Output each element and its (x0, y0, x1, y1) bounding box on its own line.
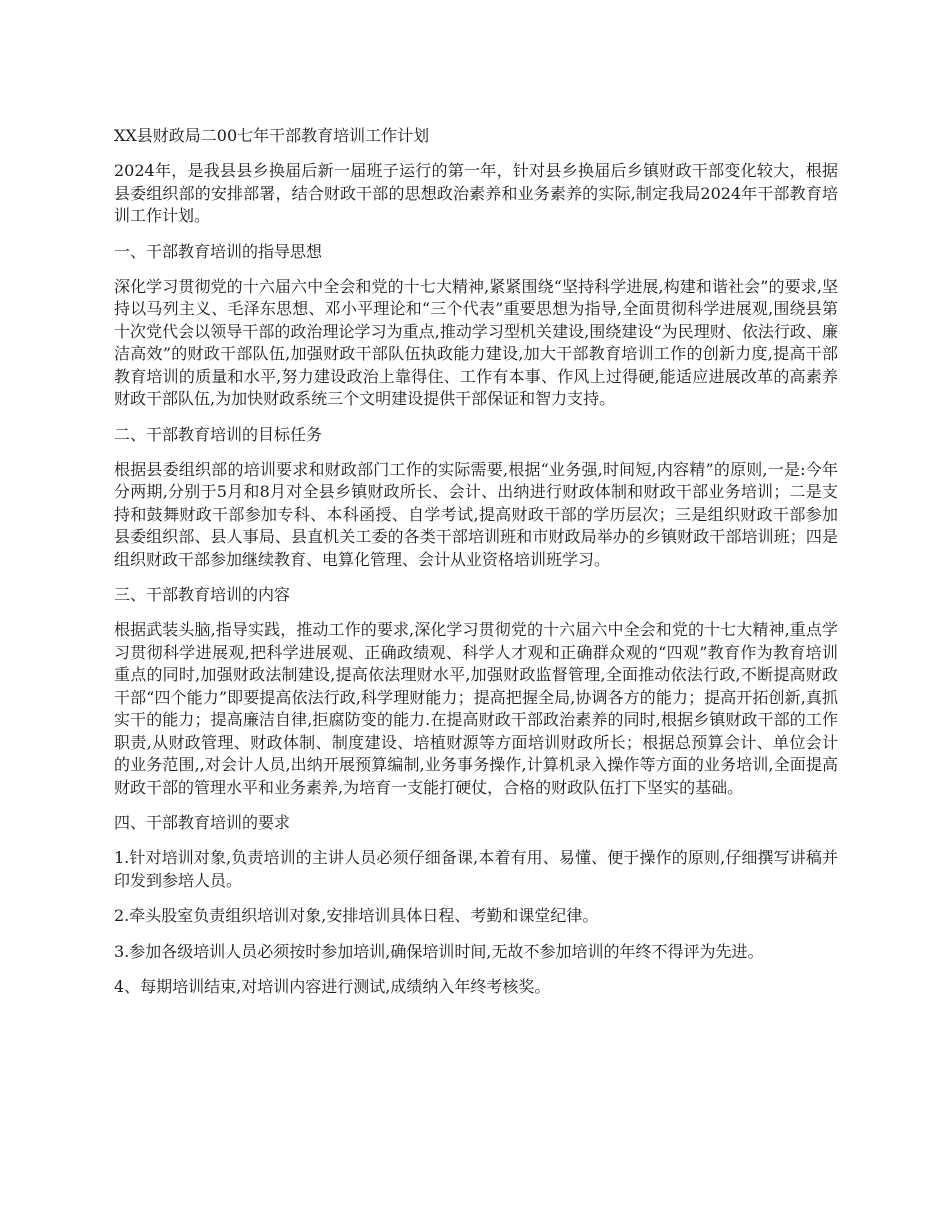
document-page (114, 124, 838, 1012)
requirement-item-1: 1.针对培训对象,负责培训的主讲人员必须仔细备课,本着有用、易懂、便于操作的原则,仔细撰写讲稿并印发到参培人员。 (114, 848, 838, 890)
section-2-heading: 二、干部教育培训的目标任务 (114, 424, 323, 444)
section-1-body: 深化学习贯彻党的十六届六中全会和党的十七大精神,紧紧围绕“坚持科学进展,构建和谐社会”的要求,坚持以马列主义、毛泽东思想、邓小平理论和“三个代表”重要思想为指导,全面贯彻科学进展观,围绕县第十次党代会以领导干部的政治理论学习为重点,推动学习型机关建设,围绕建设“为民理财、依法行政、廉洁高效”的财政干部队伍,加强财政干部队伍执政能力建设,加大干部教育培训工作的创新力度,提高干部教育培训的质量和水平,努力建设政治上靠得住、工作有本事、作风上过得硬,能适应进展改革的高素养财政干部队伍,为加快财政系统三个文明建设提供干部保证和智力支持。 (114, 276, 838, 408)
section-3-body: 根据武装头脑,指导实践，推动工作的要求,深化学习贯彻党的十六届六中全会和党的十七大精神,重点学习贯彻科学进展观,把科学进展观、正确政绩观、科学人才观和正确群众观的“四观”教育作为教育培训重点的同时,加强财政法制建设,提高依法理财水平,加强财政监督管理,全面推动依法行政,不断提高财政干部“四个能力”即要提高依法行政,科学理财能力；提高把握全局,协调各方的能力；提高开拓创新,真抓实干的能力；提高廉洁自律,拒腐防变的能力.在提高财政干部政治素养的同时,根据乡镇财政干部的工作职责,从财政管理、财政体制、制度建设、培植财源等方面培训财政所长；根据总预算会计、单位会计的业务范围,,对会计人员,出纳开展预算编制,业务事务操作,计算机录入操作等方面的业务培训,全面提高财政干部的管理水平和业务素养,为培育一支能打硬仗，合格的财政队伍打下坚实的基础。 (114, 620, 838, 797)
requirement-item-3: 3.参加各级培训人员必须按时参加培训,确保培训时间,无故不参加培训的年终不得评为先进。 (114, 941, 764, 961)
document-title: XX县财政局二00七年干部教育培训工作计划 (114, 126, 430, 145)
section-1-heading: 一、干部教育培训的指导思想 (114, 241, 323, 261)
section-3-heading: 三、干部教育培训的内容 (114, 585, 291, 604)
requirement-item-4: 4、每期培训结束,对培训内容进行测试,成绩纳入年终考核奖。 (114, 977, 551, 996)
section-4-heading: 四、干部教育培训的要求 (114, 813, 291, 832)
section-2-body: 根据县委组织部的培训要求和财政部门工作的实际需要,根据“业务强,时间短,内容精”的原则,一是:今年分两期,分别于5月和8月对全县乡镇财政所长、会计、出纳进行财政体制和财政干部业务培训；二是支持和鼓舞财政干部参加专科、本科函授、自学考试,提高财政干部的学历层次；三是组织财政干部参加县委组织部、县人事局、县直机关工委的各类干部培训班和市财政局举办的乡镇财政干部培训班；四是组织财政干部参加继续教育、电算化管理、会计从业资格培训班学习。 (114, 459, 838, 569)
requirement-item-2: 2.牵头股室负责组织培训对象,安排培训具体日程、考勤和课堂纪律。 (114, 906, 599, 925)
intro-paragraph: 2024年，是我县县乡换届后新一届班子运行的第一年，针对县乡换届后乡镇财政干部变化较大，根据县委组织部的安排部署，结合财政干部的思想政治素养和业务素养的实际,制定我局2024年干部教育培训工作计划。 (114, 161, 838, 225)
